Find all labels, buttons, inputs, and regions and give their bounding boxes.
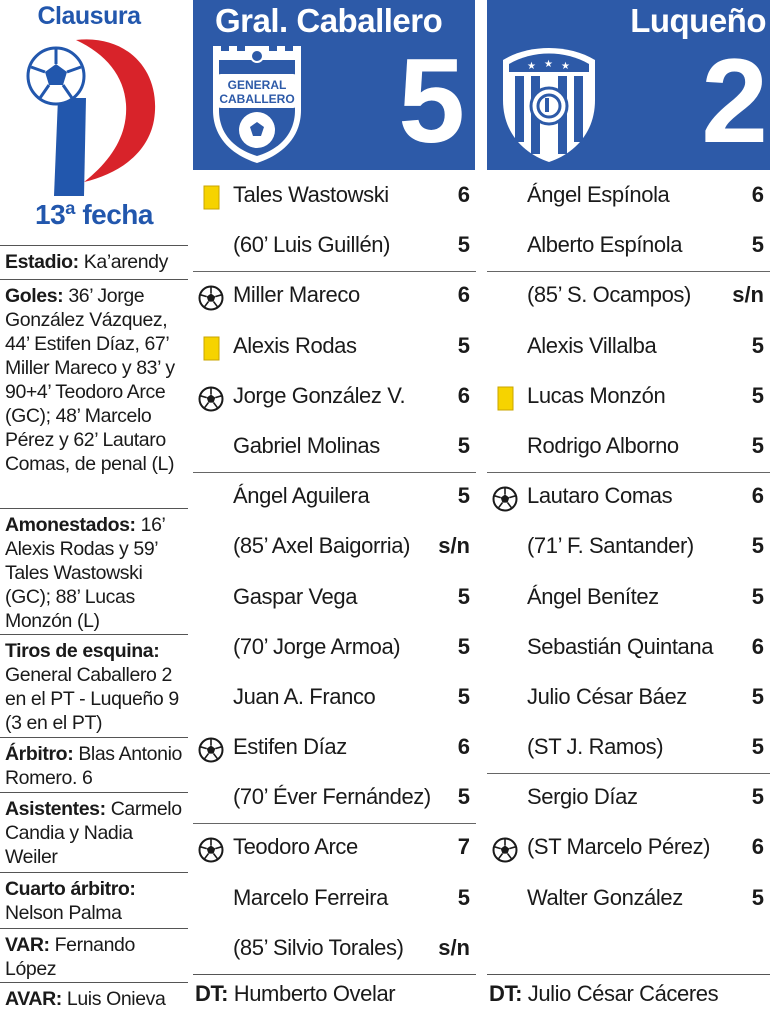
player-name: Juan A. Franco xyxy=(233,683,376,709)
away-player-row xyxy=(487,674,770,724)
player-name: Ángel Aguilera xyxy=(233,483,370,509)
player-name: Julio César Báez xyxy=(527,683,687,709)
player-name: Walter González xyxy=(527,884,683,910)
away-coach xyxy=(489,981,718,1007)
home-player-row xyxy=(193,774,476,824)
ball-icon xyxy=(492,486,518,512)
away-player-row xyxy=(487,624,770,674)
away-player-row xyxy=(487,724,770,774)
away-team-name: Luqueño xyxy=(630,2,766,39)
divider xyxy=(193,974,476,975)
player-rating: 5 xyxy=(751,232,764,258)
player-rating: s/n xyxy=(438,533,470,559)
player-rating: 7 xyxy=(457,834,470,860)
away-player-row xyxy=(487,423,770,473)
player-rating: 5 xyxy=(457,432,470,458)
player-name: (85’ S. Ocampos) xyxy=(527,282,691,308)
player-name: (70’ Jorge Armoa) xyxy=(233,633,401,659)
info-bookings xyxy=(0,508,188,633)
player-rating: 6 xyxy=(457,282,470,308)
info-value: Blas Antonio Romero. 6 xyxy=(5,743,182,789)
crest-text-bottom: CABALLERO xyxy=(219,92,295,106)
info-var xyxy=(0,928,188,981)
player-rating: 5 xyxy=(751,784,764,810)
player-rating: 5 xyxy=(457,583,470,609)
svg-text:★: ★ xyxy=(527,61,536,72)
tournament-logo xyxy=(14,32,164,204)
away-player-row xyxy=(487,774,770,824)
away-player-row xyxy=(487,323,770,373)
ball-icon xyxy=(198,386,224,412)
away-player-row xyxy=(487,373,770,423)
round-label: 13ª fecha xyxy=(35,199,153,230)
player-rating: 5 xyxy=(751,583,764,609)
player-name: Gaspar Vega xyxy=(233,583,358,609)
player-rating: 5 xyxy=(457,683,470,709)
info-label: VAR: xyxy=(5,934,50,956)
home-player-row xyxy=(193,323,476,373)
away-player-row xyxy=(487,824,770,874)
divider xyxy=(487,974,770,975)
info-label: Amonestados: xyxy=(5,514,136,536)
player-name: Sebastián Quintana xyxy=(527,633,714,659)
home-player-row xyxy=(193,925,476,975)
match-info-column xyxy=(0,0,188,1021)
player-name: Tales Wastowski xyxy=(233,182,389,207)
home-player-row xyxy=(193,523,476,573)
away-lineup xyxy=(487,172,770,975)
player-name: (85’ Axel Baigorria) xyxy=(233,533,411,559)
player-name: Marcelo Ferreira xyxy=(233,884,388,910)
home-player-row xyxy=(193,373,476,423)
away-player-row xyxy=(487,222,770,272)
player-name: Alexis Rodas xyxy=(233,332,357,358)
info-fourth-official xyxy=(0,872,188,925)
info-corners xyxy=(0,634,188,735)
home-player-row xyxy=(193,724,476,774)
player-name: (85’ Silvio Torales) xyxy=(233,934,404,960)
player-rating: s/n xyxy=(732,282,764,308)
player-rating: 6 xyxy=(751,483,764,509)
away-player-row xyxy=(487,172,770,222)
player-name: (71’ F. Santander) xyxy=(527,533,694,559)
info-value: Fernando López xyxy=(5,934,135,980)
player-name: (60’ Luis Guillén) xyxy=(233,232,391,258)
player-rating: 5 xyxy=(751,734,764,760)
away-player-row xyxy=(487,272,770,322)
info-value: Ka’arendy xyxy=(83,251,168,273)
player-rating: 5 xyxy=(751,884,764,910)
player-rating: 5 xyxy=(457,784,470,810)
player-rating: 6 xyxy=(457,734,470,760)
info-label: Goles: xyxy=(5,285,64,307)
home-player-row xyxy=(193,172,476,222)
player-name: Teodoro Arce xyxy=(233,834,358,860)
info-label: Estadio: xyxy=(5,251,79,273)
player-rating: 6 xyxy=(457,382,470,408)
home-score: 5 xyxy=(398,34,465,168)
yellow-card-icon xyxy=(198,185,224,211)
player-rating: 5 xyxy=(457,483,470,509)
player-name: Jorge González V. xyxy=(233,382,406,408)
coach-label: DT: xyxy=(195,981,229,1006)
crest-text-top: GENERAL xyxy=(227,78,287,92)
info-goals xyxy=(0,279,188,476)
info-label: Árbitro: xyxy=(5,743,74,765)
info-value: General Caballero 2 en el PT - Luqueño 9 (3 en el PT) xyxy=(5,664,179,734)
info-avar xyxy=(0,982,188,1011)
player-name: Miller Mareco xyxy=(233,282,360,308)
home-player-row xyxy=(193,875,476,925)
info-value: 36’ Jorge González Vázquez, 44’ Estifen Díaz, 67’ Miller Mareco y 83’ y 90+4’ Teodoro Arce (GC); 48’ Marcelo Pérez y 62’ Lautaro Comas, de penal (L) xyxy=(5,285,175,475)
info-referee xyxy=(0,737,188,790)
player-name: Gabriel Molinas xyxy=(233,432,380,458)
info-value: Carmelo Candia y Nadia Weiler xyxy=(5,798,182,868)
player-rating: 5 xyxy=(751,533,764,559)
yellow-card-icon xyxy=(198,336,224,362)
home-crest-icon xyxy=(207,40,307,165)
svg-text:★: ★ xyxy=(544,59,553,70)
home-coach xyxy=(195,981,395,1007)
ball-icon xyxy=(198,837,224,863)
home-team-header xyxy=(193,0,475,170)
player-rating: 5 xyxy=(457,884,470,910)
player-name: Alexis Villalba xyxy=(527,332,657,358)
home-player-row xyxy=(193,423,476,473)
away-player-row xyxy=(487,875,770,925)
player-rating: 6 xyxy=(457,182,470,207)
ball-icon xyxy=(198,737,224,763)
home-player-row xyxy=(193,272,476,322)
info-value: 16’ Alexis Rodas y 59’ Tales Wastowski (GC); 88’ Lucas Monzón (L) xyxy=(5,514,165,632)
player-name: Ángel Benítez xyxy=(527,583,659,609)
home-player-row xyxy=(193,674,476,724)
player-name: Lautaro Comas xyxy=(527,483,673,509)
info-label: Asistentes: xyxy=(5,798,106,820)
tournament-title: Clausura xyxy=(37,2,141,30)
home-player-row xyxy=(193,473,476,523)
player-name: Alberto Espínola xyxy=(527,232,683,258)
svg-text:★: ★ xyxy=(561,61,570,72)
away-crest-icon xyxy=(499,40,599,165)
coach-name: Julio César Cáceres xyxy=(527,981,719,1006)
player-rating: 5 xyxy=(751,382,764,408)
away-player-row xyxy=(487,574,770,624)
home-player-row xyxy=(193,624,476,674)
player-rating: 5 xyxy=(457,633,470,659)
player-name: (70’ Éver Fernández) xyxy=(233,784,431,810)
player-rating: 5 xyxy=(751,683,764,709)
home-player-row xyxy=(193,222,476,272)
player-rating: 5 xyxy=(751,332,764,358)
ball-icon xyxy=(198,285,224,311)
player-rating: 5 xyxy=(457,232,470,258)
away-team-header xyxy=(487,0,770,170)
coach-name: Humberto Ovelar xyxy=(233,981,396,1006)
player-name: Ángel Espínola xyxy=(527,182,670,207)
yellow-card-icon xyxy=(492,386,518,412)
player-rating: 6 xyxy=(751,182,764,207)
coach-label: DT: xyxy=(489,981,523,1006)
player-name: Rodrigo Alborno xyxy=(527,432,679,458)
info-value: Nelson Palma xyxy=(5,902,122,924)
player-name: (ST J. Ramos) xyxy=(527,734,664,760)
player-name: Lucas Monzón xyxy=(527,382,666,408)
info-stadium xyxy=(0,245,188,274)
away-player-row xyxy=(487,523,770,573)
player-name: Estifen Díaz xyxy=(233,734,347,760)
away-player-row xyxy=(487,925,770,975)
player-rating: 6 xyxy=(751,834,764,860)
player-name: Sergio Díaz xyxy=(527,784,638,810)
home-player-row xyxy=(193,574,476,624)
player-rating: 6 xyxy=(751,633,764,659)
player-rating: 5 xyxy=(751,432,764,458)
player-rating: 5 xyxy=(457,332,470,358)
info-value: Luis Onieva xyxy=(66,988,166,1010)
home-team-name: Gral. Caballero xyxy=(215,2,443,39)
info-label: Tiros de esquina: xyxy=(5,640,160,662)
info-assistants xyxy=(0,792,188,869)
info-label: AVAR: xyxy=(5,988,62,1010)
player-rating: s/n xyxy=(438,934,470,960)
away-score: 2 xyxy=(701,34,768,168)
info-label: Cuarto árbitro: xyxy=(5,878,136,900)
home-lineup xyxy=(193,172,476,975)
away-player-row xyxy=(487,473,770,523)
home-player-row xyxy=(193,824,476,874)
ball-icon xyxy=(492,837,518,863)
player-name: (ST Marcelo Pérez) xyxy=(527,834,711,860)
